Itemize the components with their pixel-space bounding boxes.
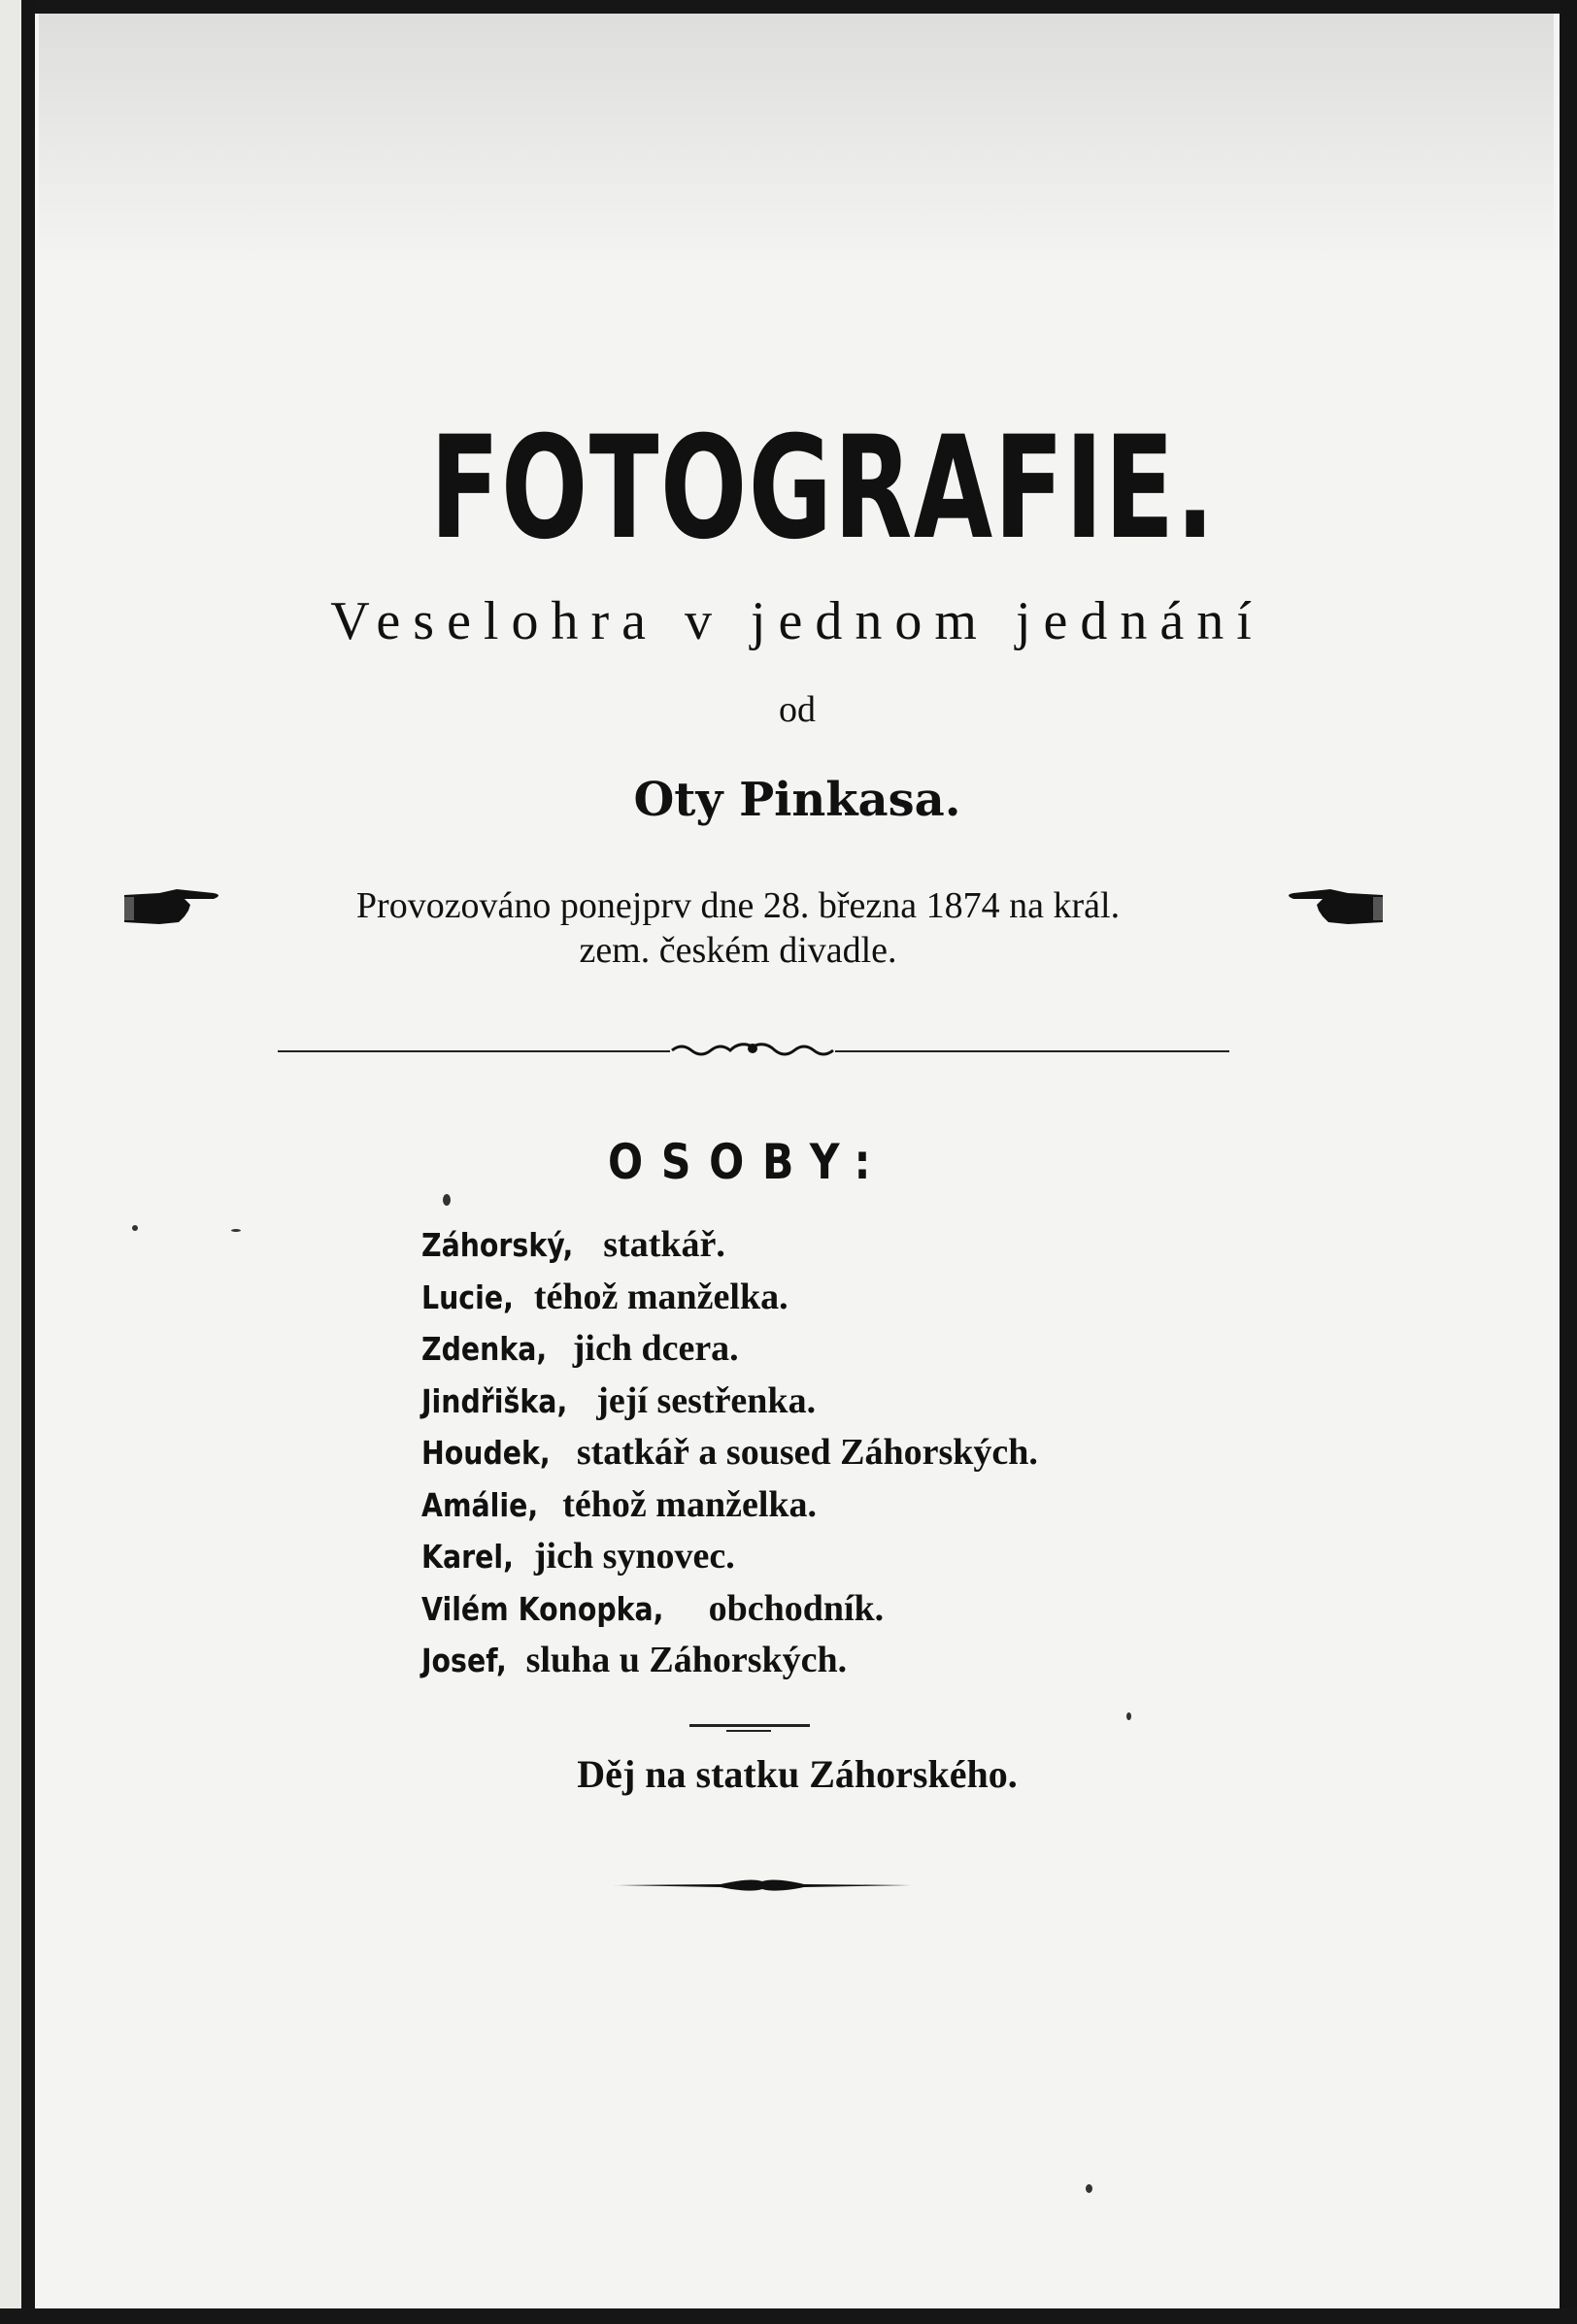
cast-description: téhož manželka.: [562, 1483, 818, 1525]
cast-description: sluha u Záhorských.: [525, 1640, 848, 1680]
cast-name: Houdek,: [421, 1434, 551, 1472]
print-speck: [443, 1194, 451, 1206]
play-subtitle: Veselohra v jednom jednání: [330, 591, 1264, 651]
print-speck: [132, 1225, 138, 1231]
cast-name: Lucie,: [421, 1278, 514, 1316]
cast-name: Záhorský,: [421, 1226, 574, 1264]
play-title: FOTOGRAFIE.: [429, 406, 1217, 571]
scan-right-edge: [1560, 0, 1577, 2324]
cast-name: Zdenka,: [421, 1330, 548, 1368]
print-speck: [1126, 1712, 1131, 1720]
cast-description: statkář.: [603, 1224, 725, 1265]
cast-description: statkář a soused Záhorských.: [576, 1432, 1038, 1473]
list-item: [421, 1219, 1038, 1272]
premiere-note: [204, 883, 1272, 973]
divider-ornament: [670, 1035, 835, 1064]
cast-name: Karel,: [421, 1538, 514, 1576]
end-ornament: [614, 1874, 911, 1897]
cast-name: Amálie,: [421, 1485, 539, 1524]
byline-word: od: [779, 689, 816, 730]
scan-left-edge: [21, 0, 35, 2324]
scan-left-margin: [0, 0, 21, 2324]
list-item: [421, 1531, 1038, 1583]
scan-top-edge: [0, 0, 1577, 14]
pointing-hand-left-icon: [1280, 885, 1387, 930]
list-item: [421, 1635, 1038, 1687]
cast-description: téhož manželka.: [533, 1276, 788, 1317]
print-speck: [1086, 2184, 1092, 2193]
cast-list: [421, 1219, 1038, 1687]
cast-name: Vilém Konopka,: [421, 1589, 664, 1628]
print-speck: [231, 1229, 241, 1232]
short-divider-rule: [689, 1724, 810, 1727]
premiere-line-2: zem. českém divadle.: [579, 930, 897, 971]
list-item: [421, 1376, 1038, 1428]
premiere-line-1: Provozováno ponejprv dne 28. března 1874 na král.: [355, 885, 1121, 926]
persons-heading: OSOBY:: [608, 1134, 889, 1190]
list-item: [421, 1583, 1038, 1636]
cast-description: jich dcera.: [572, 1328, 739, 1369]
list-item: [421, 1272, 1038, 1324]
cast-name: Jindřiška,: [421, 1381, 568, 1420]
short-divider-accent: [726, 1730, 771, 1732]
scan-bottom-edge: [0, 2308, 1577, 2324]
paper-discoloration: [39, 14, 1554, 266]
setting-note: Děj na statku Záhorského.: [577, 1752, 1018, 1796]
cast-description: její sestřenka.: [596, 1379, 817, 1421]
list-item: [421, 1479, 1038, 1532]
list-item: [421, 1427, 1038, 1479]
cast-description: jich synovec.: [533, 1536, 735, 1577]
cast-name: Josef,: [421, 1642, 507, 1679]
author-name: Oty Pinkasa.: [633, 773, 961, 827]
cast-description: obchodník.: [708, 1587, 885, 1629]
list-item: [421, 1323, 1038, 1376]
